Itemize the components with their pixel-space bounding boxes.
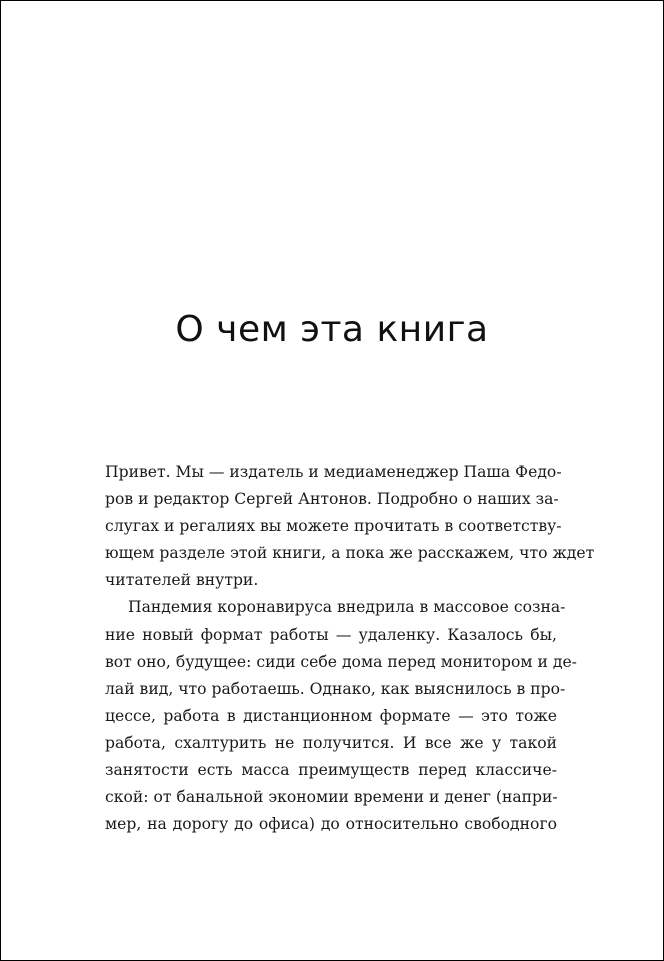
chapter-title: О чем эта книга [175, 309, 489, 350]
paragraph-2 [105, 594, 577, 838]
text-line: ров и редактор Сергей Антонов. Подробно о наших за- [105, 490, 559, 509]
text-line: Привет. Мы — издатель и медиаменеджер Паша Федо- [105, 463, 562, 481]
text-line: мер, на дорогу до офиса) до относительно свободного [105, 815, 557, 834]
text-line: вот оно, будущее: сиди себе дома перед монитором и де- [105, 652, 577, 671]
text-line: читателей внутри. [105, 571, 259, 590]
text-line: ющем разделе этой книги, а пока же расскажем, что ждет [105, 544, 595, 563]
text-line: ской: от банальной экономии времени и денег (напри- [105, 788, 558, 807]
text-line: цессе, работа в дистанционном формате — это тоже [105, 706, 557, 725]
text-line: занятости есть масса преимуществ перед классиче- [105, 761, 557, 780]
text-line: Пандемия коронавируса внедрила в массовое созна- [128, 598, 566, 617]
body-text [105, 459, 595, 838]
text-line: лай вид, что работаешь. Однако, как выяснилось в про- [105, 679, 566, 698]
text-line: работа, схалтурить не получится. И все же у такой [105, 733, 557, 752]
paragraph-1 [105, 459, 595, 594]
text-line: ние новый формат работы — удаленку. Казалось бы, [105, 625, 557, 644]
text-line: слугах и регалиях вы можете прочитать в соответству- [105, 517, 562, 536]
